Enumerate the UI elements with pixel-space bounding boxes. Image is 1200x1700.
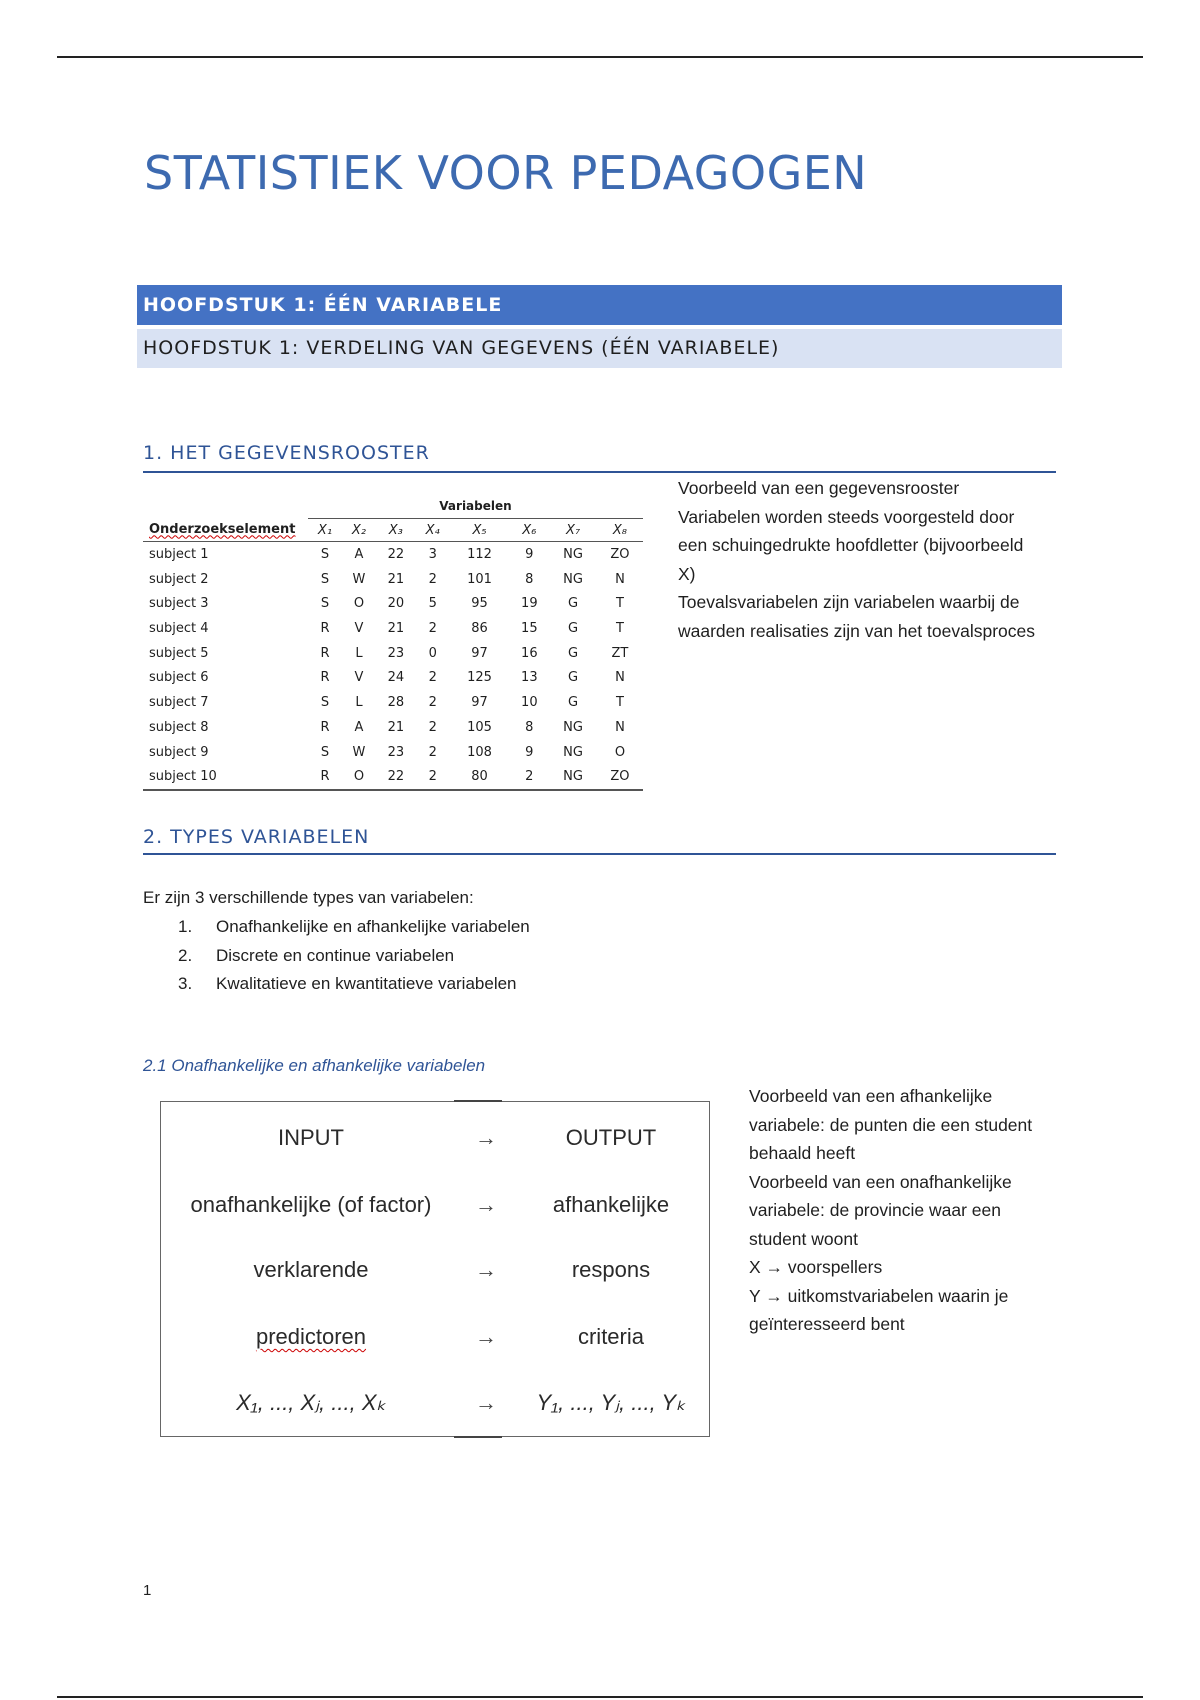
table-cell: 97 xyxy=(471,645,488,661)
table-cell: NG xyxy=(563,744,583,760)
table-cell: R xyxy=(320,645,330,661)
table-cell: subject 4 xyxy=(149,621,209,637)
table-cell: 2 xyxy=(428,695,437,711)
arrow-icon: → xyxy=(475,1125,497,1150)
top-rule xyxy=(57,56,1143,58)
table-cell: 2 xyxy=(509,764,549,790)
table-cell: O xyxy=(353,596,365,612)
column-header: X₇ xyxy=(549,519,597,542)
table-cell: A xyxy=(354,547,364,563)
table-cell: G xyxy=(568,695,579,711)
table-cell: subject 10 xyxy=(143,764,308,790)
text-line: Toevalsvariabelen zijn variabelen waarbij de xyxy=(678,592,1020,612)
table-cell: 2 xyxy=(428,621,437,637)
column-header: X₆ xyxy=(509,519,549,542)
arrow-icon: → xyxy=(475,1324,497,1349)
table-cell: A xyxy=(354,719,364,735)
column-header: X₁ xyxy=(308,519,342,542)
table-cell: 2 xyxy=(416,764,450,790)
text-line: X → voorspellers xyxy=(749,1257,883,1277)
table-cell: 23 xyxy=(387,645,405,661)
table-row xyxy=(143,666,643,691)
table-row xyxy=(143,616,643,641)
table-cell: 9 xyxy=(525,744,534,760)
input-output-diagram xyxy=(160,1101,710,1437)
column-header: X₄ xyxy=(416,519,450,542)
table-cell: N xyxy=(615,670,625,686)
table-cell: 105 xyxy=(467,719,492,735)
table-cell: W xyxy=(352,571,366,587)
table-cell: subject 1 xyxy=(149,547,209,563)
table-cell: 101 xyxy=(467,571,492,587)
table-header-row xyxy=(143,519,643,542)
text-line: waarden realisaties zijn van het toevalsproces xyxy=(678,620,1035,641)
table-cell: 8 xyxy=(525,571,534,587)
text-line: Variabelen worden steeds voorgesteld door xyxy=(678,506,1015,527)
table-cell: W xyxy=(352,744,366,760)
table-cell: subject 3 xyxy=(149,596,209,612)
diagram-row xyxy=(161,1390,709,1420)
diagram-tick xyxy=(454,1436,502,1438)
types-list xyxy=(178,913,530,999)
table-cell: 2 xyxy=(428,744,437,760)
table-cell: T xyxy=(615,695,624,711)
bottom-rule xyxy=(57,1696,1143,1698)
list-item: 2. Discrete en continue variabelen xyxy=(178,945,455,965)
column-header: Onderzoekselement xyxy=(143,519,308,542)
table-cell: 19 xyxy=(521,596,538,612)
table-cell: 3 xyxy=(428,547,437,563)
diagram-left: predictoren xyxy=(255,1324,367,1349)
table-cell: subject 9 xyxy=(149,744,209,760)
table-row xyxy=(143,715,643,740)
table-cell: 95 xyxy=(471,596,488,612)
text-line: geïnteresseerd bent xyxy=(749,1314,905,1334)
table-cell: NG xyxy=(563,719,583,735)
table-row xyxy=(143,764,643,790)
types-intro: Er zijn 3 verschillende types van variabelen: xyxy=(143,888,474,907)
table-cell: 97 xyxy=(471,695,488,711)
table-cell: 13 xyxy=(521,670,538,686)
table-row xyxy=(143,690,643,715)
table-cell: S xyxy=(320,744,330,760)
section-heading-gegevensrooster: 1. HET GEGEVENSROOSTER xyxy=(143,442,430,464)
list-item: 1. Onafhankelijke en afhankelijke variabelen xyxy=(178,917,530,936)
table-cell: NG xyxy=(563,547,583,563)
table-cell: O xyxy=(342,764,376,790)
variables-explanation xyxy=(749,1082,1032,1339)
diagram-right: criteria xyxy=(577,1324,644,1349)
diagram-left: verklarende xyxy=(253,1257,369,1282)
text-line: variabele: de provincie waar een xyxy=(749,1200,1001,1220)
table-cell: 80 xyxy=(450,764,510,790)
table-cell: 10 xyxy=(521,695,538,711)
table-cell: subject 8 xyxy=(149,719,209,735)
text-line: Voorbeeld van een onafhankelijke xyxy=(749,1171,1012,1192)
column-header: X₅ xyxy=(450,519,510,542)
section-heading-types: 2. TYPES VARIABELEN xyxy=(143,826,370,848)
table-cell: ZO xyxy=(610,547,630,563)
table-cell: G xyxy=(568,670,579,686)
table-cell: 21 xyxy=(387,719,405,735)
table-cell: 28 xyxy=(387,695,405,711)
table-cell: 108 xyxy=(467,744,492,760)
diagram-right: afhankelijke xyxy=(552,1192,670,1217)
diagram-left: INPUT xyxy=(278,1125,344,1150)
table-cell: subject 2 xyxy=(149,571,209,587)
diagram-row xyxy=(161,1192,709,1222)
table-cell: L xyxy=(355,645,363,661)
text-line: variabele: de punten die een student xyxy=(749,1114,1033,1135)
table-cell: R xyxy=(308,764,342,790)
chapter-banner: HOOFDSTUK 1: ÉÉN VARIABELE xyxy=(137,285,1062,325)
text-line: Voorbeeld van een afhankelijke xyxy=(749,1086,993,1106)
table-cell: N xyxy=(615,719,625,735)
table-cell: 15 xyxy=(521,621,538,637)
section-divider xyxy=(143,471,1056,473)
section-divider xyxy=(143,853,1056,855)
table-cell: L xyxy=(355,695,363,711)
table-cell: 125 xyxy=(467,670,492,686)
text-line: X) xyxy=(678,563,696,584)
text-line: Voorbeeld van een gegevensrooster xyxy=(678,478,960,498)
chapter-subtitle-banner: HOOFDSTUK 1: VERDELING VAN GEGEVENS (ÉÉN VARIABELE) xyxy=(137,329,1062,368)
table-cell: NG xyxy=(549,764,597,790)
table-cell: ZO xyxy=(597,764,643,790)
diagram-row xyxy=(161,1125,709,1155)
table-cell: R xyxy=(320,621,330,637)
table-cell: 21 xyxy=(387,571,405,587)
table-cell: G xyxy=(568,621,579,637)
text-line: Y → uitkomstvariabelen waarin je xyxy=(749,1285,1009,1306)
table-row xyxy=(143,567,643,592)
table-cell: 22 xyxy=(387,547,405,563)
diagram-right: OUTPUT xyxy=(565,1125,657,1150)
table-cell: S xyxy=(320,596,330,612)
diagram-right: Y₁, ..., Yⱼ, ..., Yₖ xyxy=(536,1390,686,1415)
diagram-row xyxy=(161,1257,709,1287)
table-row xyxy=(143,641,643,666)
table-cell: N xyxy=(615,571,625,587)
table-cell: S xyxy=(320,571,330,587)
table-cell: V xyxy=(354,621,364,637)
table-caption: Variabelen xyxy=(308,494,643,519)
table-explanation xyxy=(678,474,1035,645)
table-cell: subject 6 xyxy=(149,670,209,686)
table-cell: NG xyxy=(563,571,583,587)
table-cell: 5 xyxy=(428,596,437,612)
table-cell: R xyxy=(320,670,330,686)
table-cell: 0 xyxy=(428,645,437,661)
table-cell: 8 xyxy=(525,719,534,735)
table-cell: O xyxy=(614,744,626,760)
table-cell: 112 xyxy=(467,547,492,563)
column-header: X₃ xyxy=(376,519,416,542)
table-cell: 16 xyxy=(521,645,538,661)
table-cell: 20 xyxy=(387,596,405,612)
diagram-tick xyxy=(454,1100,502,1102)
table-cell: R xyxy=(320,719,330,735)
text-line: behaald heeft xyxy=(749,1143,856,1163)
text-line: een schuingedrukte hoofdletter (bijvoorbeeld xyxy=(678,535,1024,555)
diagram-right: respons xyxy=(571,1257,651,1282)
diagram-left: X₁, ..., Xⱼ, ..., Xₖ xyxy=(236,1390,386,1415)
subsection-heading: 2.1 Onafhankelijke en afhankelijke variabelen xyxy=(143,1056,486,1075)
table-cell: 86 xyxy=(471,621,488,637)
table-cell: S xyxy=(320,695,330,711)
table-cell: 24 xyxy=(387,670,405,686)
diagram-left: onafhankelijke (of factor) xyxy=(190,1192,432,1217)
list-item: 3. Kwalitatieve en kwantitatieve variabelen xyxy=(178,974,517,993)
table-cell: T xyxy=(615,596,624,612)
arrow-icon: → xyxy=(475,1257,497,1282)
table-row xyxy=(143,542,643,567)
arrow-icon: → xyxy=(475,1390,497,1415)
table-cell: 21 xyxy=(387,621,405,637)
data-table xyxy=(143,494,643,791)
text-line: student woont xyxy=(749,1228,858,1249)
table-cell: 2 xyxy=(428,571,437,587)
page-number: 1 xyxy=(143,1582,152,1599)
table-cell: 22 xyxy=(376,764,416,790)
table-cell: subject 7 xyxy=(149,695,209,711)
diagram-row xyxy=(161,1324,709,1354)
table-cell: 2 xyxy=(428,670,437,686)
table-cell: 9 xyxy=(525,547,534,563)
column-header: X₈ xyxy=(597,519,643,542)
table-cell: 2 xyxy=(428,719,437,735)
table-row xyxy=(143,740,643,765)
table-cell: ZT xyxy=(611,645,629,661)
column-header: X₂ xyxy=(342,519,376,542)
table-cell: G xyxy=(568,596,579,612)
table-cell: V xyxy=(354,670,364,686)
arrow-icon: → xyxy=(475,1192,497,1217)
table-row xyxy=(143,592,643,617)
page-title: STATISTIEK VOOR PEDAGOGEN xyxy=(144,146,868,200)
table-cell: subject 5 xyxy=(149,645,209,661)
table-cell: S xyxy=(320,547,330,563)
table-cell: G xyxy=(568,645,579,661)
table-cell: T xyxy=(615,621,624,637)
table-cell: 23 xyxy=(387,744,405,760)
